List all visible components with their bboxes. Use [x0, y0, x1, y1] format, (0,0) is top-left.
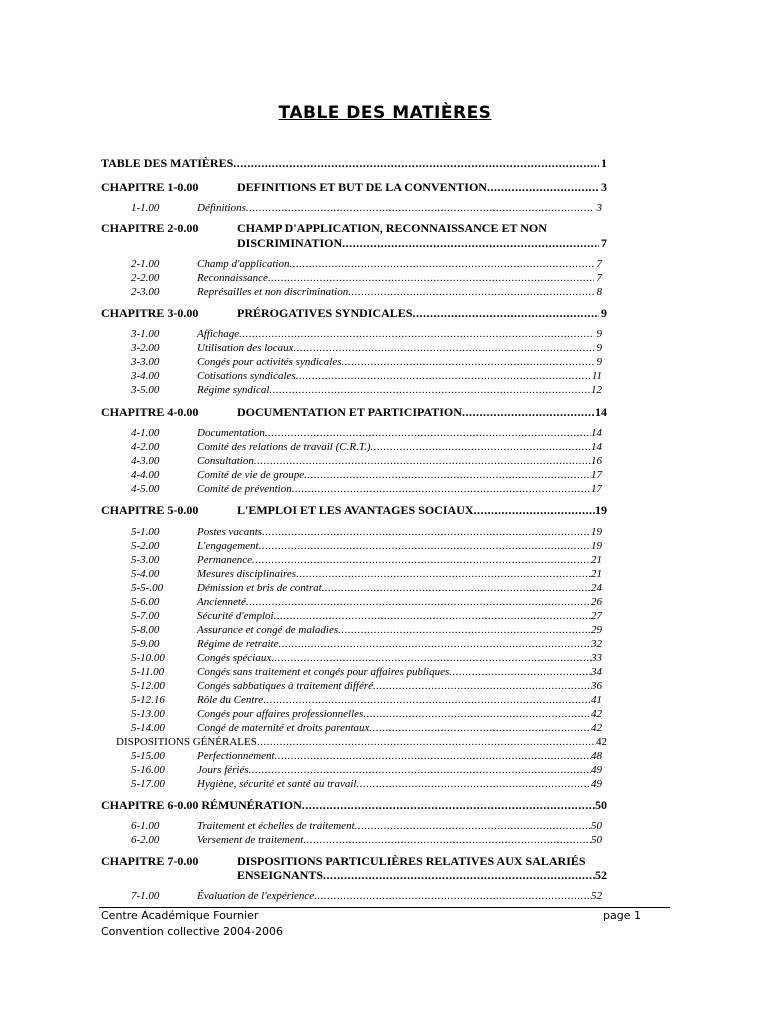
dot-leader: [474, 503, 595, 518]
chapter-title-line1: DISPOSITIONS PARTICULIÈRES RELATIVES AUX SALARIÉS: [237, 854, 586, 868]
section-entry[interactable]: [131, 202, 602, 214]
section-entry[interactable]: [131, 778, 602, 790]
chapter-number: CHAPITRE 5-0.00: [101, 503, 199, 517]
section-page: 50: [591, 820, 602, 832]
chapter-4-entry[interactable]: [101, 405, 607, 420]
section-title: Affichage: [197, 328, 240, 340]
section-page: 17: [591, 483, 602, 495]
section-entry[interactable]: [131, 469, 602, 481]
dot-leader: [233, 156, 599, 171]
section-title: Comité de vie de groupe: [197, 469, 305, 481]
toc-entry-label: TABLE DES MATIÈRES: [101, 156, 234, 170]
section-page: 12: [591, 384, 602, 396]
dot-leader: [302, 798, 595, 813]
section-entry[interactable]: [131, 540, 602, 552]
section-entry[interactable]: [131, 624, 602, 636]
section-title: Congés pour activités syndicales: [197, 356, 342, 368]
section-entry[interactable]: [131, 694, 602, 706]
section-title: Comité des relations de travail (C.R.T.): [197, 441, 371, 453]
dot-leader: [265, 427, 591, 439]
chapter-page: 52: [595, 868, 607, 882]
section-number: 5-4.00: [131, 568, 160, 580]
section-number: 5-9.00: [131, 638, 160, 650]
section-entry[interactable]: [131, 526, 602, 538]
dot-leader: [304, 469, 591, 481]
dot-leader: [274, 610, 591, 622]
section-number: 5-2.00: [131, 540, 160, 552]
footer-organization: Centre Académique Fournier: [101, 909, 259, 922]
dot-leader: [296, 568, 591, 580]
chapter-title: ENSEIGNANTS: [237, 868, 324, 882]
section-title: L'engagement: [197, 540, 259, 552]
dot-leader: [254, 455, 591, 467]
section-entry[interactable]: [131, 764, 602, 776]
section-entry[interactable]: [131, 666, 602, 678]
section-entry[interactable]: [131, 483, 602, 495]
section-page: 34: [591, 666, 602, 678]
section-entry[interactable]: [131, 652, 602, 664]
section-number: 5-1.00: [131, 526, 160, 538]
section-entry[interactable]: [131, 258, 602, 270]
dot-leader: [356, 778, 591, 790]
dot-leader: [257, 736, 596, 748]
dot-leader: [487, 180, 599, 195]
section-number: 5-17.00: [131, 778, 165, 790]
footer-document-name: Convention collective 2004-2006: [101, 925, 284, 938]
dot-leader: [249, 764, 591, 776]
section-title: Reconnaissance: [197, 272, 268, 284]
section-page: 52: [591, 890, 602, 902]
section-number: 4-2.00: [131, 441, 160, 453]
toc-entry-page: 1: [601, 156, 607, 170]
section-title: Champ d'application: [197, 258, 290, 270]
dot-leader: [373, 680, 591, 692]
section-title: Ancienneté: [197, 596, 246, 608]
section-page: 21: [591, 554, 602, 566]
section-entry[interactable]: [131, 272, 602, 284]
chapter-number: CHAPITRE 3-0.00: [101, 306, 199, 320]
section-title: Congés sans traitement et congés pour affaires publiques: [197, 666, 450, 678]
chapter-number: CHAPITRE 6-0.00: [101, 798, 199, 812]
dot-leader: [263, 694, 591, 706]
section-page: 42: [591, 722, 602, 734]
section-entry[interactable]: [131, 328, 602, 340]
section-number: 5-14.00: [131, 722, 165, 734]
section-title: Hygiène, sécurité et santé au travail: [197, 778, 357, 790]
dot-leader: [246, 202, 594, 214]
section-number: 3-2.00: [131, 342, 160, 354]
dot-leader: [412, 306, 599, 321]
chapter-5-entry[interactable]: [101, 503, 607, 518]
chapter-2-entry[interactable]: [237, 236, 607, 251]
dot-leader: [268, 272, 594, 284]
chapter-page: 19: [595, 503, 607, 517]
dot-leader: [371, 441, 591, 453]
dot-leader: [314, 890, 591, 902]
chapter-1-entry[interactable]: [101, 180, 607, 195]
section-page: 32: [591, 638, 602, 650]
section-title: Comité de prévention: [197, 483, 292, 495]
footer-page-number: page 1: [603, 909, 641, 922]
section-entry[interactable]: [131, 820, 602, 832]
section-entry[interactable]: [131, 722, 602, 734]
dot-leader: [259, 540, 591, 552]
section-title: Congés spéciaux: [197, 652, 272, 664]
dispositions-page: 42: [596, 736, 607, 748]
section-number: 5-16.00: [131, 764, 165, 776]
section-title: Consultation: [197, 455, 254, 467]
chapter-title: DOCUMENTATION ET PARTICIPATION: [237, 405, 462, 419]
section-title: Définitions: [197, 202, 246, 214]
chapter-6-entry[interactable]: [101, 798, 607, 813]
section-title: Démission et bris de contrat: [197, 582, 322, 594]
chapter-number: CHAPITRE 2-0.00: [101, 221, 199, 235]
section-page: 21: [591, 568, 602, 580]
section-number: 2-3.00: [131, 286, 160, 298]
section-entry[interactable]: [131, 370, 602, 382]
section-page: 26: [591, 596, 602, 608]
dot-leader: [271, 652, 591, 664]
section-number: 4-5.00: [131, 483, 160, 495]
section-number: 5-6.00: [131, 596, 160, 608]
dot-leader: [239, 328, 594, 340]
section-page: 29: [591, 624, 602, 636]
section-title: Jours fériés: [197, 764, 249, 776]
section-page: 19: [591, 540, 602, 552]
dot-leader: [296, 370, 592, 382]
section-number: 5-5-.00: [131, 582, 164, 594]
chapter-number: CHAPITRE 7-0.00: [101, 854, 199, 868]
chapter-number: CHAPITRE 1-0.00: [101, 180, 199, 194]
section-title: Évaluation de l'expérience: [197, 890, 315, 902]
section-entry[interactable]: [131, 455, 602, 467]
dot-leader: [338, 624, 591, 636]
dot-leader: [369, 722, 591, 734]
dot-leader: [342, 356, 594, 368]
section-number: 5-3.00: [131, 554, 160, 566]
section-number: 4-4.00: [131, 469, 160, 481]
section-title: Congé de maternité et droits parentaux: [197, 722, 370, 734]
section-page: 33: [591, 652, 602, 664]
section-page: 24: [591, 582, 602, 594]
section-entry[interactable]: [131, 582, 602, 594]
section-number: 5-13.00: [131, 708, 165, 720]
section-page: 14: [591, 441, 602, 453]
section-page: 49: [591, 764, 602, 776]
section-entry[interactable]: [131, 680, 602, 692]
section-number: 5-10.00: [131, 652, 165, 664]
section-number: 2-1.00: [131, 258, 160, 270]
chapter-title: PRÉROGATIVES SYNDICALES: [237, 306, 413, 320]
section-number: 3-3.00: [131, 356, 160, 368]
section-number: 1-1.00: [131, 202, 160, 214]
section-title: Congés pour affaires professionnelles: [197, 708, 364, 720]
section-entry[interactable]: [131, 286, 602, 298]
chapter-3-entry[interactable]: [101, 306, 607, 321]
dot-leader: [292, 483, 591, 495]
dot-leader: [355, 820, 591, 832]
page-title: TABLE DES MATIÈRES: [278, 103, 492, 123]
section-page: 42: [591, 708, 602, 720]
chapter-page: 14: [595, 405, 607, 419]
dot-leader: [275, 750, 591, 762]
dot-leader: [303, 834, 591, 846]
section-title: Documentation: [197, 427, 265, 439]
section-number: 2-2.00: [131, 272, 160, 284]
section-title: Perfectionnement: [197, 750, 275, 762]
section-entry[interactable]: [131, 568, 602, 580]
dot-leader: [269, 384, 591, 396]
chapter-page: 7: [601, 236, 607, 250]
section-title: Mesures disciplinaires: [197, 568, 297, 580]
chapter-title: L'EMPLOI ET LES AVANTAGES SOCIAUX: [237, 503, 474, 517]
section-number: 5-11.00: [131, 666, 165, 678]
section-title: Permanence: [197, 554, 252, 566]
section-number: 7-1.00: [131, 890, 160, 902]
section-page: 17: [591, 469, 602, 481]
section-page: 49: [591, 778, 602, 790]
section-page: 16: [591, 455, 602, 467]
dot-leader: [246, 596, 591, 608]
section-entry[interactable]: [131, 342, 602, 354]
section-page: 9: [596, 328, 602, 340]
chapter-7-entry[interactable]: [237, 868, 607, 883]
section-page: 50: [591, 834, 602, 846]
section-title: Traitement et échelles de traitement: [197, 820, 355, 832]
section-page: 7: [596, 258, 602, 270]
dot-leader: [294, 342, 594, 354]
dispositions-title: DISPOSITIONS GÉNÉRALES: [116, 736, 257, 748]
section-page: 41: [591, 694, 602, 706]
section-title: Versement de traitement: [197, 834, 304, 846]
section-number: 5-12.16: [131, 694, 165, 706]
section-entry[interactable]: [131, 610, 602, 622]
section-page: 19: [591, 526, 602, 538]
dot-leader: [342, 236, 599, 251]
chapter-page: 9: [601, 306, 607, 320]
dot-leader: [348, 286, 594, 298]
section-entry[interactable]: [131, 384, 602, 396]
section-entry[interactable]: [131, 356, 602, 368]
section-page: 7: [596, 272, 602, 284]
section-title: Utilisation des locaux: [197, 342, 294, 354]
section-title: Régime de retraite: [197, 638, 279, 650]
section-number: 6-2.00: [131, 834, 160, 846]
chapter-title-line1: CHAMP D'APPLICATION, RECONNAISSANCE ET NON: [237, 221, 547, 235]
dot-leader: [449, 666, 591, 678]
section-number: 5-8.00: [131, 624, 160, 636]
section-page: 8: [596, 286, 602, 298]
section-page: 3: [596, 202, 602, 214]
toc-entry-table-des-matieres[interactable]: [101, 156, 607, 171]
section-title: Postes vacants: [197, 526, 263, 538]
dot-leader: [290, 258, 595, 270]
section-page: 9: [596, 356, 602, 368]
section-page: 14: [591, 427, 602, 439]
chapter-title: RÉMUNÉRATION: [201, 798, 302, 812]
section-number: 3-1.00: [131, 328, 160, 340]
section-number: 3-4.00: [131, 370, 160, 382]
section-page: 36: [591, 680, 602, 692]
section-entry[interactable]: [131, 596, 602, 608]
section-entry[interactable]: [131, 708, 602, 720]
section-number: 5-15.00: [131, 750, 165, 762]
section-title: Assurance et congé de maladies: [197, 624, 339, 636]
section-page: 48: [591, 750, 602, 762]
section-title: Rôle du Centre: [197, 694, 264, 706]
chapter-title: DISCRIMINATION: [237, 236, 343, 250]
dot-leader: [322, 582, 591, 594]
section-title: Sécurité d'emploi: [197, 610, 274, 622]
section-title: Cotisations syndicales: [197, 370, 296, 382]
dot-leader: [462, 405, 595, 420]
section-number: 5-12.00: [131, 680, 165, 692]
section-entry[interactable]: [131, 834, 602, 846]
section-page: 27: [591, 610, 602, 622]
section-entry[interactable]: [131, 890, 602, 902]
dot-leader: [363, 708, 591, 720]
chapter-page: 50: [595, 798, 607, 812]
section-entry[interactable]: [131, 554, 602, 566]
section-number: 3-5.00: [131, 384, 160, 396]
dot-leader: [323, 868, 595, 883]
section-entry[interactable]: [131, 750, 602, 762]
section-title: Régime syndical: [197, 384, 270, 396]
section-page: 11: [591, 370, 602, 382]
dot-leader: [252, 554, 591, 566]
dot-leader: [278, 638, 591, 650]
section-title: Représailles et non discrimination: [197, 286, 349, 298]
section-number: 5-7.00: [131, 610, 160, 622]
chapter-title: DEFINITIONS ET BUT DE LA CONVENTION: [237, 180, 487, 194]
section-entry[interactable]: [131, 638, 602, 650]
section-entry[interactable]: [131, 427, 602, 439]
footer-rule: [99, 907, 670, 908]
section-page: 9: [596, 342, 602, 354]
chapter-number: CHAPITRE 4-0.00: [101, 405, 199, 419]
section-number: 4-1.00: [131, 427, 160, 439]
section-number: 6-1.00: [131, 820, 160, 832]
chapter-page: 3: [601, 180, 607, 194]
dispositions-generales-entry[interactable]: [116, 736, 607, 748]
section-entry[interactable]: [131, 441, 602, 453]
dot-leader: [262, 526, 591, 538]
section-title: Congés sabbatiques à traitement différé: [197, 680, 373, 692]
section-number: 4-3.00: [131, 455, 160, 467]
